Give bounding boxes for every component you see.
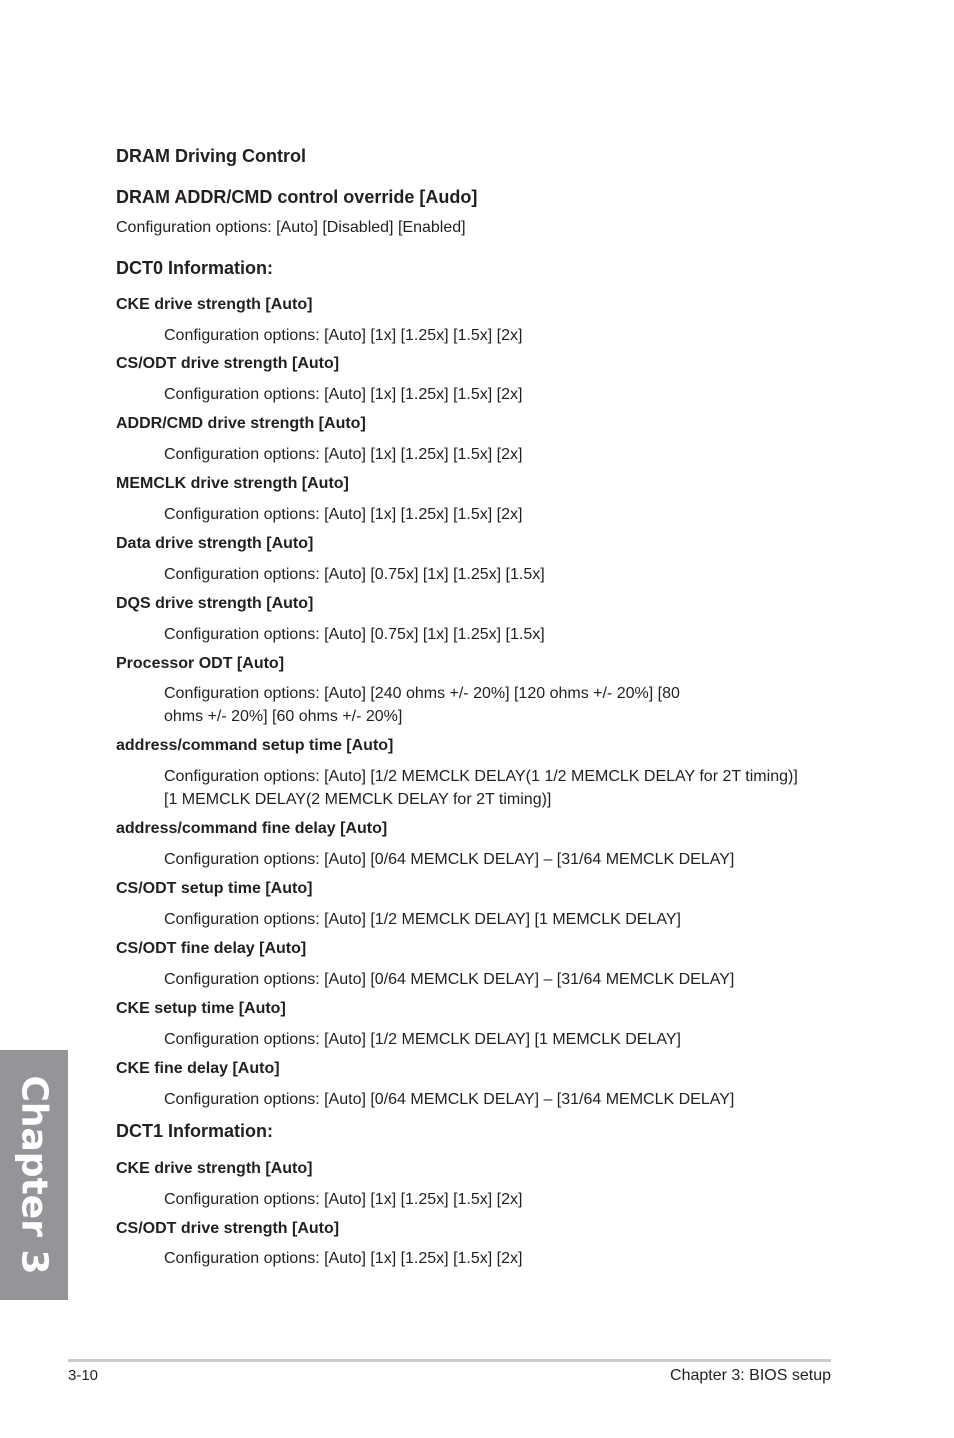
dct0-item-options: Configuration options: [Auto] [1x] [1.25x] [1.5x] [2x]: [164, 386, 523, 403]
dct0-item-label: MEMCLK drive strength [Auto]: [116, 475, 349, 492]
chapter-side-tab: [0, 1050, 68, 1300]
dct0-item-options: Configuration options: [Auto] [240 ohms +/- 20%] [120 ohms +/- 20%] [80 ohms +/- 20%] [60 ohms +/- 20%]: [164, 685, 680, 725]
dct0-item-options: Configuration options: [Auto] [0/64 MEMCLK DELAY] – [31/64 MEMCLK DELAY]: [164, 971, 735, 988]
dct0-item-label: Data drive strength [Auto]: [116, 535, 314, 552]
footer-rule: [68, 1359, 831, 1362]
chapter-tab-label: Chapter 3: [13, 1075, 55, 1275]
dct0-item-label: address/command setup time [Auto]: [116, 737, 394, 754]
dct1-heading: DCT1 Information:: [116, 1121, 273, 1141]
dct0-item-options: Configuration options: [Auto] [1/2 MEMCLK DELAY] [1 MEMCLK DELAY]: [164, 1031, 681, 1048]
dct1-item-options: Configuration options: [Auto] [1x] [1.25x] [1.5x] [2x]: [164, 1191, 523, 1208]
dct0-item-options: Configuration options: [Auto] [1x] [1.25x] [1.5x] [2x]: [164, 446, 523, 463]
dct0-item-options: Configuration options: [Auto] [0/64 MEMCLK DELAY] – [31/64 MEMCLK DELAY]: [164, 1091, 735, 1108]
dct0-item-label: CS/ODT setup time [Auto]: [116, 880, 313, 897]
page-number: 3-10: [68, 1367, 99, 1384]
dct0-item-label: CKE setup time [Auto]: [116, 1000, 286, 1017]
dct0-item-label: CS/ODT fine delay [Auto]: [116, 940, 307, 957]
dct0-item-label: address/command fine delay [Auto]: [116, 820, 388, 837]
dct0-item-options: Configuration options: [Auto] [1x] [1.25x] [1.5x] [2x]: [164, 327, 523, 344]
dct0-item-options: Configuration options: [Auto] [1/2 MEMCLK DELAY(1 1/2 MEMCLK DELAY for 2T timing)] [1 MEMCLK DELAY(2 MEMCLK DELAY for 2T timing)]: [164, 768, 798, 808]
dct0-item-label: Processor ODT [Auto]: [116, 655, 285, 672]
dct0-heading: DCT0 Information:: [116, 258, 273, 278]
dct0-item-label: CS/ODT drive strength [Auto]: [116, 355, 340, 372]
dct0-item-options: Configuration options: [Auto] [0/64 MEMCLK DELAY] – [31/64 MEMCLK DELAY]: [164, 851, 735, 868]
dct0-item-options: Configuration options: [Auto] [1x] [1.25x] [1.5x] [2x]: [164, 506, 523, 523]
section-heading-dram-driving-control: DRAM Driving Control: [116, 146, 306, 166]
footer-chapter-title: Chapter 3: BIOS setup: [670, 1367, 831, 1384]
dct0-item-label: ADDR/CMD drive strength [Auto]: [116, 415, 366, 432]
dct0-item-options: Configuration options: [Auto] [0.75x] [1x] [1.25x] [1.5x]: [164, 566, 545, 583]
dct0-item-label: DQS drive strength [Auto]: [116, 595, 314, 612]
section-heading-dram-addr-cmd-override: DRAM ADDR/CMD control override [Audo]: [116, 187, 478, 207]
dct1-item-options: Configuration options: [Auto] [1x] [1.25x] [1.5x] [2x]: [164, 1250, 523, 1267]
dct0-item-label: CKE drive strength [Auto]: [116, 296, 313, 313]
dct0-item-options: Configuration options: [Auto] [1/2 MEMCLK DELAY] [1 MEMCLK DELAY]: [164, 911, 681, 928]
dct1-item-label: CS/ODT drive strength [Auto]: [116, 1220, 340, 1237]
config-options-dram-addr-cmd-override: Configuration options: [Auto] [Disabled] [Enabled]: [116, 219, 466, 236]
dct1-item-label: CKE drive strength [Auto]: [116, 1160, 313, 1177]
dct0-item-label: CKE fine delay [Auto]: [116, 1060, 280, 1077]
dct0-item-options: Configuration options: [Auto] [0.75x] [1x] [1.25x] [1.5x]: [164, 626, 545, 643]
